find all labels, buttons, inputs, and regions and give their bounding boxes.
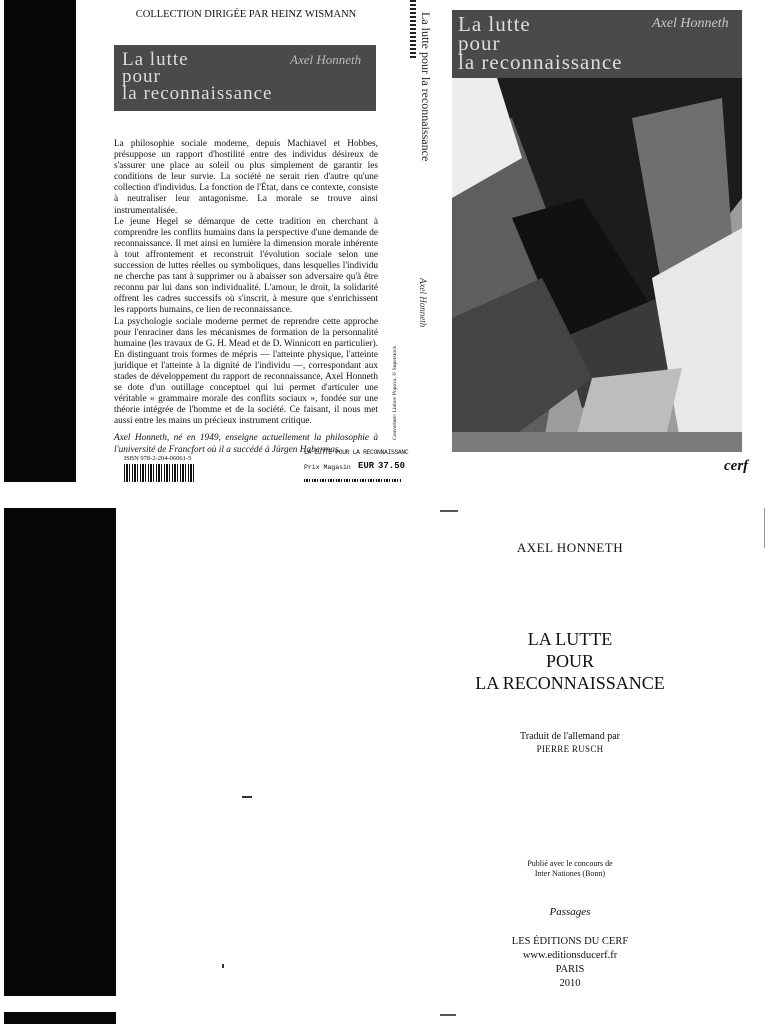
title-line-2: POUR bbox=[545, 651, 594, 671]
author-bio: Axel Honneth, né en 1949, enseigne actuellement la philosophie à l'université de Francfort où il a succédé à Jürgen Habermas. bbox=[114, 433, 378, 455]
translator-name: PIERRE RUSCH bbox=[536, 744, 604, 754]
page-foot-mark bbox=[440, 1014, 456, 1016]
back-title-block bbox=[114, 45, 376, 111]
back-title-line-3: la reconnaissance bbox=[122, 83, 273, 104]
spine-top-mark bbox=[410, 0, 416, 60]
back-title-lines bbox=[122, 51, 272, 102]
front-title-lines bbox=[458, 12, 623, 74]
speck-1 bbox=[242, 796, 252, 798]
back-cover bbox=[76, 0, 414, 482]
price-barcode bbox=[304, 479, 402, 482]
spine-title: La lutte pour la reconnaissance bbox=[419, 12, 433, 162]
front-title-line-1: La lutte bbox=[458, 12, 531, 36]
publisher-city: PARIS bbox=[555, 964, 585, 975]
title-page-title bbox=[420, 628, 720, 694]
isbn-barcode bbox=[124, 464, 194, 482]
collection-line: COLLECTION DIRIGÉE PAR HEINZ WISMANN bbox=[135, 9, 357, 20]
title-line-3: LA RECONNAISSANCE bbox=[475, 673, 665, 693]
publisher-website: www.editionsducerf.fr bbox=[522, 950, 618, 961]
price-label: Prix Magasin bbox=[304, 464, 351, 471]
cover-credits: Couverture: Liubov Popova, © Superstock bbox=[392, 345, 398, 440]
blurb-paragraph-1: La philosophie sociale moderne, depuis Machiavel et Hobbes, présuppose un rapport d'hostilité entre des individus désireux de s'assurer une place au soleil ou plus simplement de garantir les conditions de leur survie. La société ne serait rien d'autre qu'une collection d'individus. La fonction de l'État, dans ce contexte, consiste à neutraliser leur antagonisme. La morale se trouve ainsi instrumentalisée. bbox=[114, 139, 378, 216]
series-name: Passages bbox=[549, 906, 591, 918]
front-title-line-2: pour bbox=[458, 31, 501, 55]
front-title-line-3: la reconnaissance bbox=[458, 50, 623, 74]
publisher-logo: cerf bbox=[724, 458, 749, 474]
title-page bbox=[420, 508, 760, 1024]
front-author: Axel Honneth bbox=[652, 16, 729, 31]
cover-artwork bbox=[452, 78, 742, 452]
scan-edge-left-foot bbox=[4, 1012, 116, 1024]
back-title-line-1: La lutte bbox=[122, 49, 189, 70]
support-line-2: Inter Nationes (Bonn) bbox=[534, 869, 606, 878]
spine-author: Axel Honneth bbox=[418, 278, 428, 328]
blurb-paragraph-2: Le jeune Hegel se démarque de cette tradition en cherchant à comprendre les conflits humains dans la perspective d'une demande de reconnaissance. Il met ainsi en lumière la dimension morale inhérente à tout affrontement et reconstruit l'évolution sociale selon une succession de luttes réelles ou symboliques, dans lesquelles l'individu ne cherche pas tant à supprimer ou à abaisser son adversaire qu'à être reconnu par lui dans son individualité. L'amour, le droit, la solidarité offrent les cadres successifs où s'inscrit, à mesure que s'enrichissent les rapports humains, ce lien de reconnaissance. bbox=[114, 216, 378, 316]
front-cover bbox=[448, 0, 748, 482]
price-currency: EUR bbox=[358, 461, 375, 471]
price-value: 37.50 bbox=[378, 461, 406, 471]
speck-2 bbox=[222, 964, 224, 968]
scan-edge-left-bottom bbox=[4, 508, 116, 996]
title-page-author: AXEL HONNETH bbox=[516, 540, 624, 555]
blurb-paragraph-3: La psychologie sociale moderne permet de reprendre cette approche pour l'enraciner dans les mécanismes de formation de la personnalité humaine (les travaux de G. H. Mead et de D. Winnicott en particulier). En distinguant trois formes de mépris — l'atteinte physique, l'atteinte juridique et l'atteinte à la dignité de l'individu —, correspondant aux stades de développement du rapport de reconnaissance, Axel Honneth se dote d'un outillage conceptuel qui lui permet d'articuler une véritable « grammaire morale des conflits sociaux », fondée sur une théorie intégrée de l'homme et de la société. Ce faisant, il nous met aussi entre les mains un précieux instrument critique. bbox=[114, 316, 378, 427]
isbn-label: ISBN 978-2-204-06061-5 bbox=[124, 455, 192, 462]
scan-edge-left-top bbox=[4, 0, 76, 482]
right-edge-line bbox=[764, 508, 765, 548]
spine bbox=[408, 0, 448, 482]
publisher-name: LES ÉDITIONS DU CERF bbox=[511, 936, 629, 947]
publication-year: 2010 bbox=[559, 978, 581, 989]
title-line-1: LA LUTTE bbox=[527, 629, 613, 649]
back-title-line-2: pour bbox=[122, 66, 161, 87]
blank-verso bbox=[120, 508, 420, 1024]
translation-line: Traduit de l'allemand par bbox=[519, 731, 621, 742]
back-blurb bbox=[114, 139, 378, 456]
page-corner-mark bbox=[440, 510, 458, 512]
back-author-small: Axel Honneth bbox=[290, 52, 362, 67]
front-title-block bbox=[452, 10, 742, 78]
support-line-1: Publié avec le concours de bbox=[527, 859, 613, 868]
price-title: LA LUTTE POUR LA RECONNAISSANC bbox=[304, 449, 409, 456]
